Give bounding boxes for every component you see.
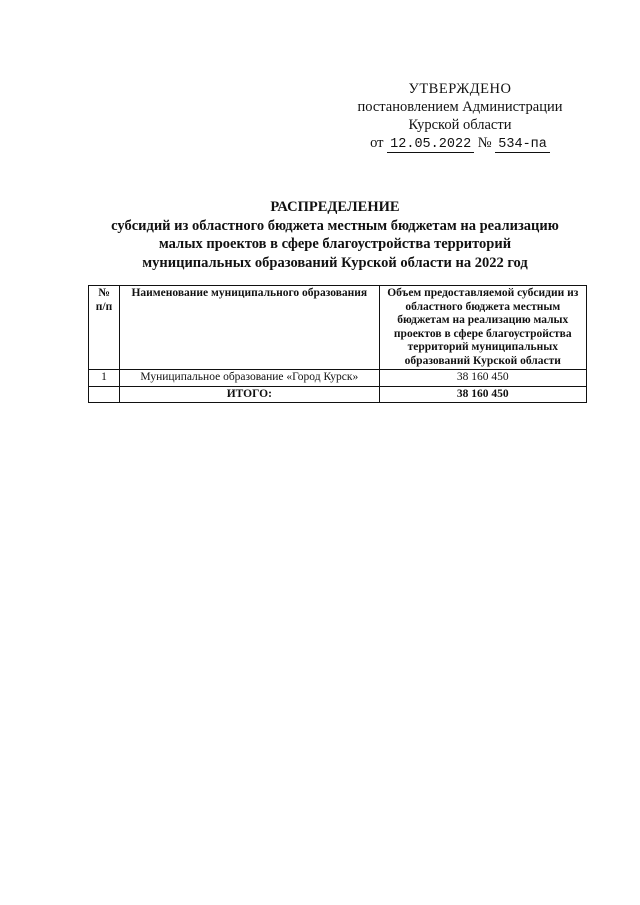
- total-row: [89, 386, 587, 403]
- header-name: Наименование муниципального образования: [120, 286, 380, 370]
- header-amount: Объем предоставляемой субсидии из областного бюджета местным бюджетам на реализацию малых проектов в сфере благоустройства территорий муниципальных образований Курской области: [379, 286, 586, 370]
- title-line-4: муниципальных образований Курской области на 2022 год: [142, 254, 528, 271]
- approved-heading: УТВЕРЖДЕНО: [408, 81, 512, 97]
- row-amount: 38 160 450: [379, 370, 586, 387]
- distribution-table: [88, 285, 587, 403]
- row-name: Муниципальное образование «Город Курск»: [120, 370, 380, 387]
- table-header-row: [89, 286, 587, 370]
- approval-line-2: Курской области: [408, 117, 512, 133]
- total-label: ИТОГО:: [120, 386, 380, 403]
- document-title: [60, 198, 610, 272]
- total-amount: 38 160 450: [379, 386, 586, 403]
- number-sign: №: [477, 135, 492, 151]
- title-line-3: малых проектов в сфере благоустройства территорий: [158, 236, 512, 252]
- approval-date: 12.05.2022: [387, 137, 474, 153]
- title-line-2: субсидий из областного бюджета местным бюджетам на реализацию: [111, 217, 559, 234]
- total-empty-cell: [89, 386, 120, 403]
- approval-number: 534-па: [495, 137, 550, 153]
- approval-date-line: [340, 134, 580, 153]
- approval-stamp: [340, 80, 580, 153]
- approval-line-1: постановлением Администрации: [357, 99, 563, 115]
- header-num: № п/п: [89, 286, 120, 370]
- date-prefix: от: [370, 135, 384, 151]
- title-line-1: РАСПРЕДЕЛЕНИЕ: [270, 199, 400, 215]
- table-row: [89, 370, 587, 387]
- row-num: 1: [89, 370, 120, 387]
